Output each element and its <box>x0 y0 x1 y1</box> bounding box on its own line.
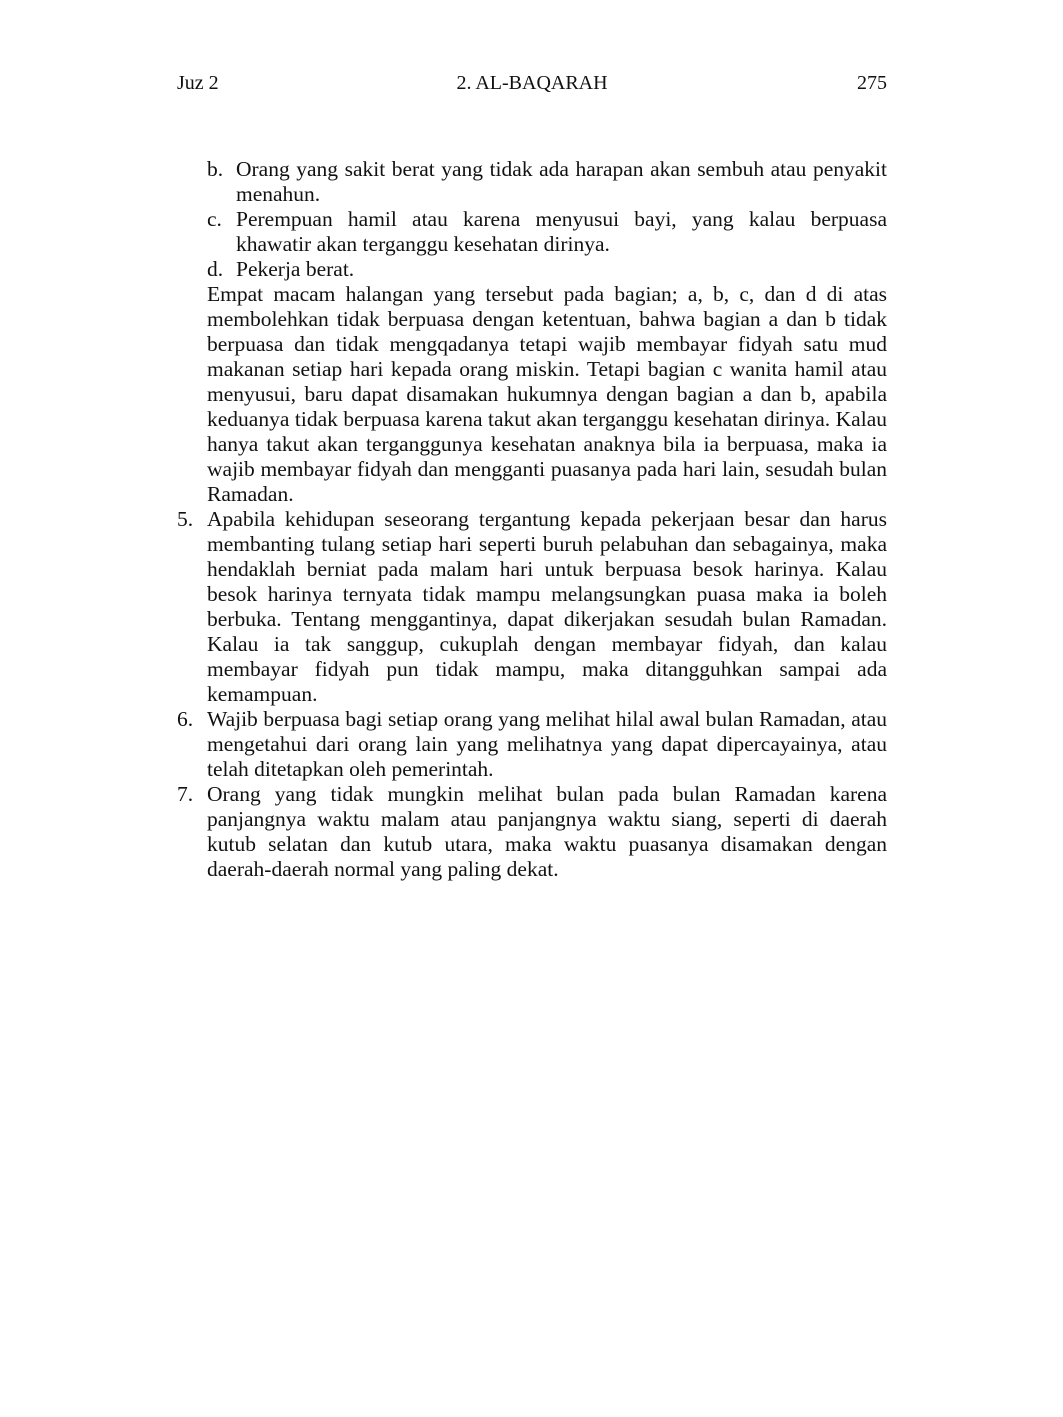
list-item <box>207 257 887 282</box>
page-number: 275 <box>857 72 887 94</box>
item-number: 6. <box>177 707 194 731</box>
chapter-title: 2. AL-BAQARAH <box>456 72 608 94</box>
list-marker: d. <box>207 257 224 281</box>
list-item-text: Perempuan hamil atau karena menyusui bayi, yang kalau berpuasa khawatir akan terganggu kesehatan dirinya. <box>236 207 887 256</box>
page-body <box>177 157 887 882</box>
numbered-item <box>177 707 887 782</box>
numbered-item-text: Orang yang tidak mungkin melihat bulan pada bulan Ramadan karena panjangnya waktu malam atau panjangnya waktu siang, seperti di daerah kutub selatan dan kutub utara, maka waktu puasanya disamakan dengan daerah-daerah normal yang paling dekat. <box>207 782 887 881</box>
juz-label: Juz 2 <box>177 72 219 94</box>
numbered-item-text: Apabila kehidupan seseorang tergantung kepada pekerjaan besar dan harus membanting tulang setiap hari seperti buruh pelabuhan dan sebagainya, maka hendaklah berniat pada malam hari untuk berpuasa besok harinya. Kalau besok harinya ternyata tidak mampu melangsungkan puasa maka ia boleh berbuka. Tentang menggantinya, dapat dikerjakan sesudah bulan Ramadan. Kalau ia tak sanggup, cukuplah dengan membayar fidyah, dan kalau membayar fidyah pun tidak mampu, maka ditangguhkan sampai ada kemampuan. <box>207 507 887 706</box>
explanation-paragraph: Empat macam halangan yang tersebut pada bagian; a, b, c, dan d di atas membolehkan tidak berpuasa dengan ketentuan, bahwa bagian a dan b tidak berpuasa dan tidak mengqadanya tetapi wajib membayar fidyah satu mud makanan setiap hari kepada orang miskin. Tetapi bagian c wanita hamil atau menyusui, baru dapat disamakan hukumnya dengan bagian a dan b, apabila keduanya tidak berpuasa karena takut akan terganggu kesehatan dirinya. Kalau hanya takut akan terganggunya kesehatan anaknya bila ia berpuasa, maka ia wajib membayar fidyah dan mengganti puasanya pada hari lain, sesudah bulan Ramadan. <box>207 282 887 506</box>
item-number: 5. <box>177 507 194 531</box>
list-marker: c. <box>207 207 222 231</box>
list-marker: b. <box>207 157 224 181</box>
numbered-item-text: Wajib berpuasa bagi setiap orang yang melihat hilal awal bulan Ramadan, atau mengetahui dari orang lain yang melihatnya yang dapat dipercayainya, atau telah ditetapkan oleh pemerintah. <box>207 707 887 781</box>
item-number: 7. <box>177 782 194 806</box>
numbered-item <box>177 782 887 882</box>
list-item <box>207 157 887 207</box>
numbered-item <box>177 507 887 707</box>
list-item-text: Pekerja berat. <box>236 257 355 281</box>
page-header <box>177 72 887 100</box>
list-item-text: Orang yang sakit berat yang tidak ada harapan akan sembuh atau penyakit menahun. <box>236 157 887 206</box>
list-item <box>207 207 887 257</box>
